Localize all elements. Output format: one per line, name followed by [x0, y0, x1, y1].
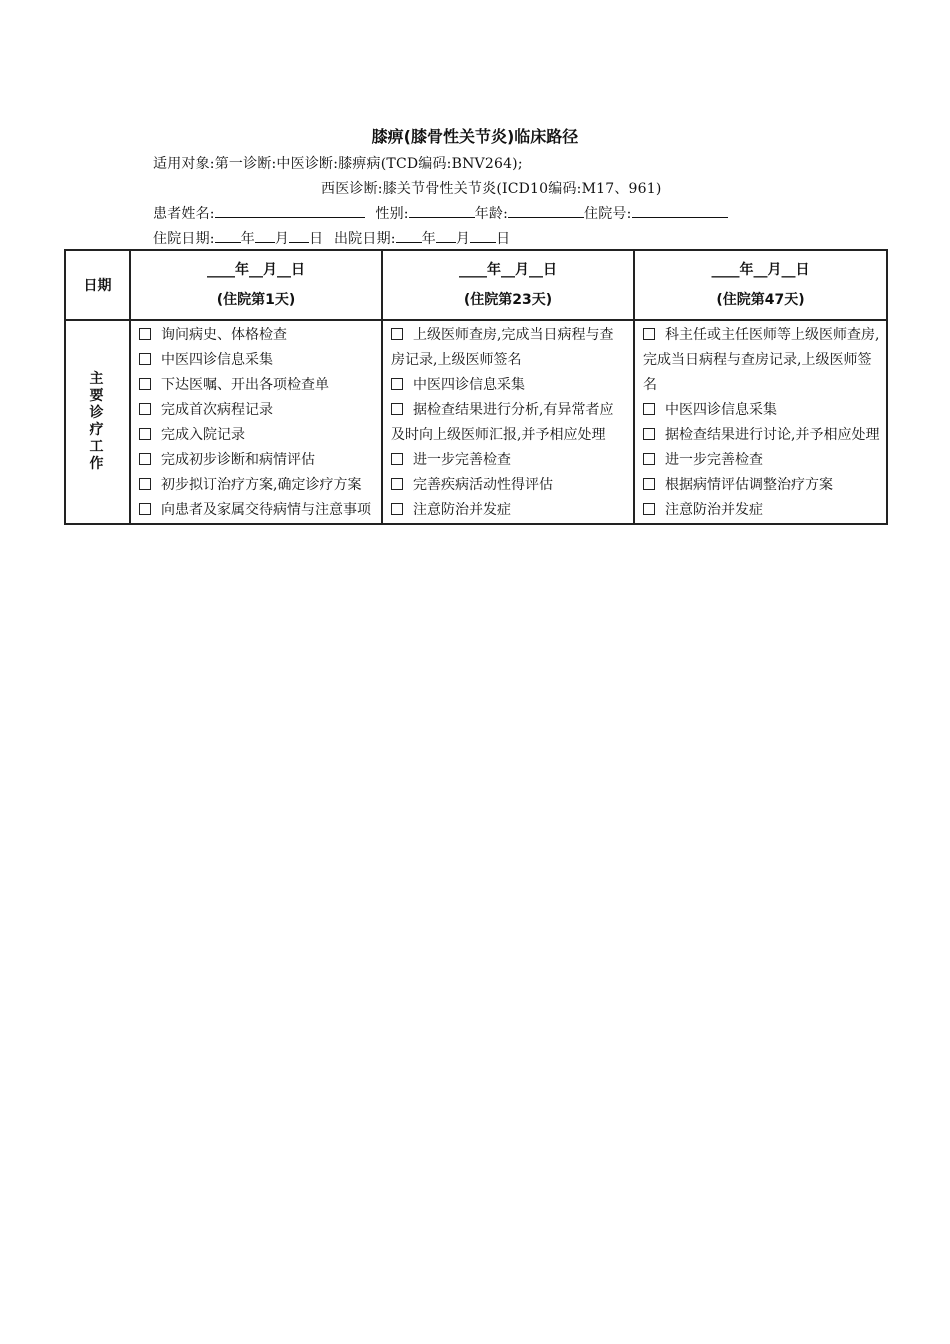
- checklist-item[interactable]: 向患者及家属交待病情与注意事项: [139, 498, 375, 523]
- checklist-item[interactable]: 下达医嘱、开出各项检查单: [139, 373, 375, 398]
- checkbox-icon[interactable]: [139, 353, 151, 365]
- checkbox-icon[interactable]: [391, 453, 403, 465]
- checklist-item[interactable]: 科主任或主任医师等上级医师查房,完成当日病程与查房记录,上级医师签名: [643, 327, 880, 393]
- month-text: 月: [274, 231, 290, 247]
- checklist-item[interactable]: 注意防治并发症: [391, 498, 627, 523]
- checkbox-icon[interactable]: [643, 453, 655, 465]
- main-work-label: 主要诊疗工作: [89, 371, 104, 472]
- day-1-label: (住院第1天): [216, 292, 296, 308]
- day-47-label: (住院第47天): [716, 292, 805, 308]
- checklist-item[interactable]: 完成入院记录: [139, 423, 375, 448]
- checklist-item[interactable]: 进一步完善检查: [643, 448, 880, 473]
- checkbox-icon[interactable]: [391, 328, 403, 340]
- checklist-item[interactable]: 据检查结果进行讨论,并予相应处理: [643, 423, 880, 448]
- day-47-header: ____年__月__日 (住院第47天): [634, 250, 887, 320]
- applicable-line: 适用对象:第一诊断:中医诊断:膝痹病(TCD编码:BNV264);: [153, 156, 523, 172]
- checkbox-icon[interactable]: [643, 403, 655, 415]
- checkbox-icon[interactable]: [139, 378, 151, 390]
- checklist-item[interactable]: 完善疾病活动性得评估: [391, 473, 627, 498]
- patient-name-label: 患者姓名:: [153, 206, 215, 222]
- checkbox-icon[interactable]: [643, 428, 655, 440]
- year-text: 年: [240, 231, 255, 247]
- checkbox-icon[interactable]: [139, 328, 151, 340]
- page-title: 膝痹(膝骨性关节炎)临床路径: [371, 127, 579, 146]
- checklist-item[interactable]: 上级医师查房,完成当日病程与查房记录,上级医师签名: [391, 327, 614, 368]
- admit-year-field[interactable]: [215, 229, 241, 243]
- checklist-item[interactable]: 中医四诊信息采集: [391, 373, 627, 398]
- checklist-item[interactable]: 中医四诊信息采集: [139, 348, 375, 373]
- admit-day-field[interactable]: [289, 229, 309, 243]
- discharge-day-field[interactable]: [470, 229, 496, 243]
- admit-date-label: 住院日期:: [153, 231, 215, 247]
- checkbox-icon[interactable]: [139, 403, 151, 415]
- age-label: 年龄:: [474, 206, 509, 222]
- year-text: 年: [421, 231, 436, 247]
- checkbox-icon[interactable]: [643, 503, 655, 515]
- checklist-item[interactable]: 进一步完善检查: [391, 448, 627, 473]
- checklist-item[interactable]: 根据病情评估调整治疗方案: [643, 473, 880, 498]
- sex-field[interactable]: [409, 204, 475, 218]
- main-work-row: [65, 320, 887, 524]
- patient-name-field[interactable]: [215, 204, 365, 218]
- clinical-pathway-table: [64, 249, 888, 525]
- checkbox-icon[interactable]: [139, 453, 151, 465]
- day-47-items: [634, 320, 887, 524]
- day-text: 日: [496, 231, 511, 247]
- checkbox-icon[interactable]: [391, 503, 403, 515]
- month-text: 月: [455, 231, 471, 247]
- admit-month-field[interactable]: [255, 229, 275, 243]
- checkbox-icon[interactable]: [643, 478, 655, 490]
- day-text: 日: [309, 231, 324, 247]
- day-23-label: (住院第23天): [463, 292, 553, 308]
- discharge-date-label: 出院日期:: [333, 231, 396, 247]
- date-header-cell: 日期: [65, 250, 130, 320]
- discharge-year-field[interactable]: [396, 229, 422, 243]
- checkbox-icon[interactable]: [139, 478, 151, 490]
- checklist-item[interactable]: 完成首次病程记录: [139, 398, 375, 423]
- day-23-header: ____年__月__日 (住院第23天): [382, 250, 634, 320]
- age-field[interactable]: [508, 204, 584, 218]
- date-header-row: [65, 250, 887, 320]
- checklist-item[interactable]: 询问病史、体格检查: [139, 323, 375, 348]
- checkbox-icon[interactable]: [391, 403, 403, 415]
- checkbox-icon[interactable]: [391, 378, 403, 390]
- day-23-items: [382, 320, 634, 524]
- date-info-line: [153, 228, 510, 248]
- day-1-header: ____年__月__日 (住院第1天): [130, 250, 382, 320]
- main-work-label-cell: [65, 320, 130, 524]
- admission-no-label: 住院号:: [584, 206, 632, 222]
- checklist-item[interactable]: 据检查结果进行分析,有异常者应及时向上级医师汇报,并予相应处理: [391, 402, 614, 443]
- checkbox-icon[interactable]: [139, 503, 151, 515]
- discharge-month-field[interactable]: [436, 229, 456, 243]
- checkbox-icon[interactable]: [391, 478, 403, 490]
- checklist-item[interactable]: 初步拟订治疗方案,确定诊疗方案: [139, 473, 375, 498]
- patient-info-line: [153, 203, 728, 223]
- checkbox-icon[interactable]: [643, 328, 655, 340]
- checkbox-icon[interactable]: [139, 428, 151, 440]
- checklist-item[interactable]: 中医四诊信息采集: [643, 398, 880, 423]
- day-1-items: [130, 320, 382, 524]
- sex-label: 性别:: [375, 206, 409, 222]
- checklist-item[interactable]: 注意防治并发症: [643, 498, 880, 523]
- western-diagnosis-line: 西医诊断:膝关节骨性关节炎(ICD10编码:M17、961): [321, 181, 662, 197]
- checklist-item[interactable]: 完成初步诊断和病情评估: [139, 448, 375, 473]
- admission-no-field[interactable]: [632, 204, 728, 218]
